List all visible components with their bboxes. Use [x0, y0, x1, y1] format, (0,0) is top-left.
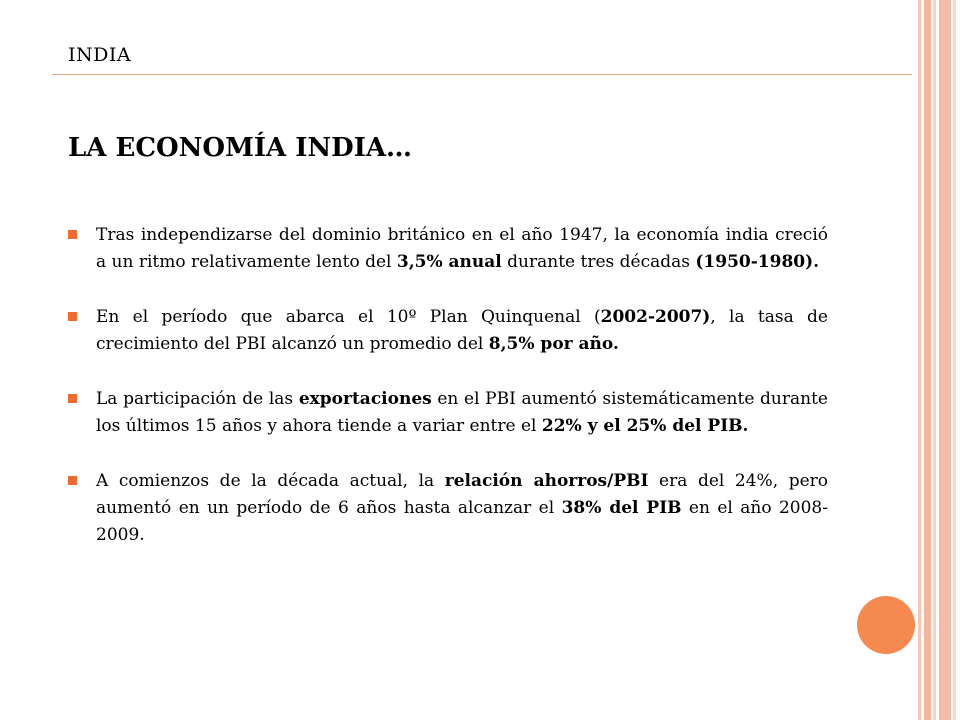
square-bullet-icon [68, 230, 77, 239]
decorative-circle [857, 596, 915, 654]
bullet-text-part: A comienzos de la década actual, la [96, 471, 445, 491]
bullet-text-bold: (1950-1980). [695, 252, 820, 272]
bullet-text [96, 225, 828, 272]
bullet-item [68, 222, 828, 276]
bullet-text-part: Tras independizarse del dominio británico en el año 1947, la economía india creció a un ritmo relativamente lento del [96, 225, 828, 272]
bullet-text-part: , la tasa de crecimiento del PBI alcanzó un promedio del [96, 307, 828, 354]
bullet-text [96, 471, 828, 545]
bullet-text-bold: 2002-2007) [600, 307, 711, 327]
bullet-text [96, 307, 828, 354]
bullet-text-bold: relación ahorros/PBI [444, 471, 649, 491]
decorative-stripe [939, 0, 951, 720]
decorative-stripe [918, 0, 921, 720]
bullet-text-bold: 3,5% anual [396, 252, 502, 272]
bullet-text-part: en el PBI aumentó sistemáticamente durante los últimos 15 años y ahora tiende a variar entre el [96, 389, 828, 436]
decorative-stripe [953, 0, 956, 720]
bullet-text-bold: exportaciones [298, 389, 432, 409]
decorative-stripe [924, 0, 931, 720]
bullet-text-bold: 8,5% por año. [488, 334, 619, 354]
square-bullet-icon [68, 476, 77, 485]
bullet-list [68, 222, 828, 577]
bullet-text-part: En el período que abarca el 10º Plan Quinquenal ( [96, 307, 601, 327]
bullet-text-part: durante tres décadas [501, 252, 696, 272]
bullet-text-part: era del 24%, pero aumentó en un período de 6 años hasta alcanzar el [96, 471, 828, 518]
square-bullet-icon [68, 394, 77, 403]
bullet-text-bold: 22% y el 25% del PIB. [541, 416, 749, 436]
bullet-text-part: La participación de las [96, 389, 299, 409]
bullet-text-part: en el año 2008-2009. [96, 498, 828, 545]
square-bullet-icon [68, 312, 77, 321]
bullet-text-bold: 38% del PIB [561, 498, 682, 518]
bullet-item [68, 468, 828, 549]
bullet-item [68, 304, 828, 358]
header-divider [52, 74, 912, 75]
decorative-stripe [933, 0, 936, 720]
slide-title: LA ECONOMÍA INDIA… [68, 133, 413, 163]
slide-header-label: INDIA [68, 44, 132, 66]
bullet-item [68, 386, 828, 440]
bullet-text [96, 389, 828, 436]
